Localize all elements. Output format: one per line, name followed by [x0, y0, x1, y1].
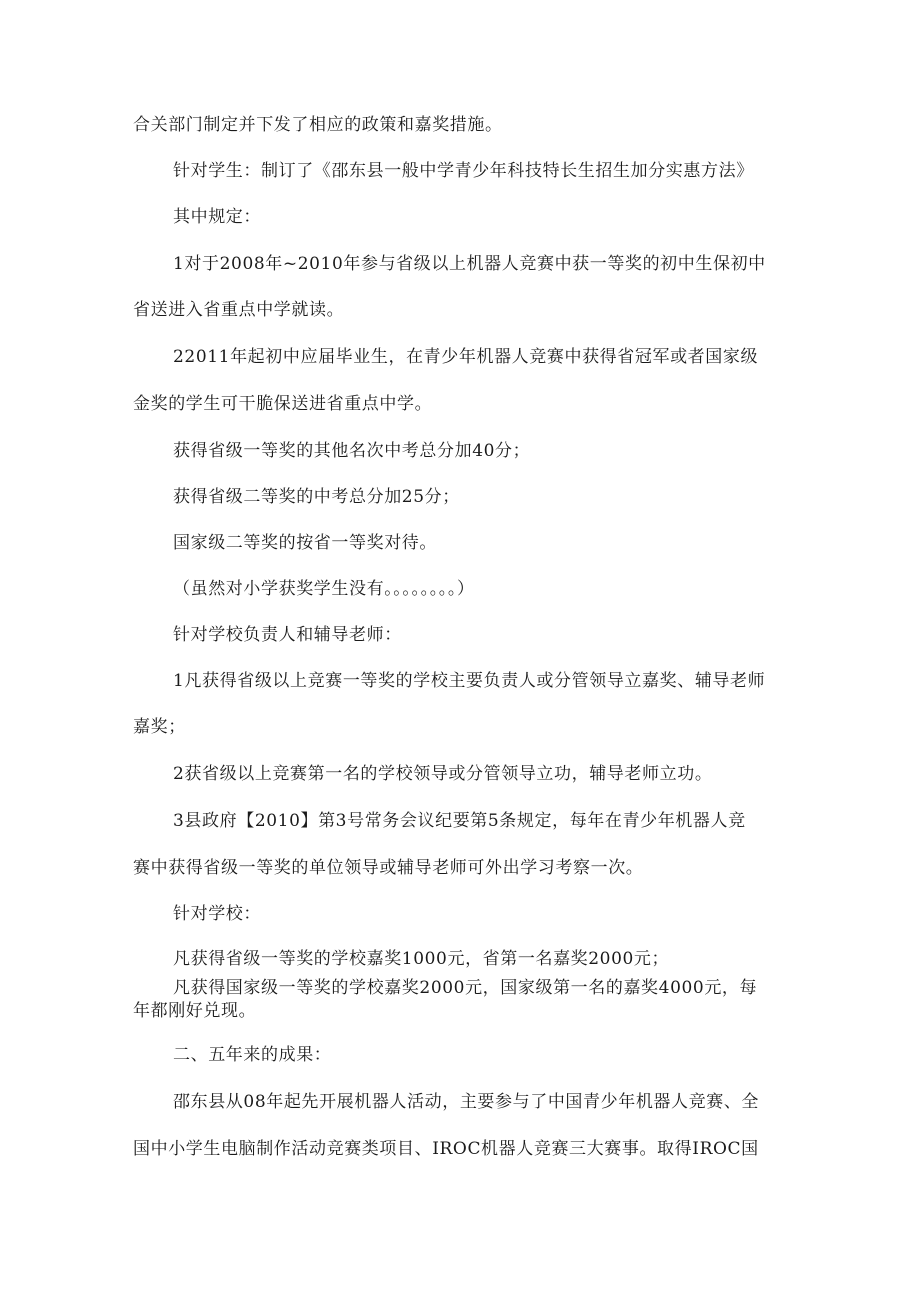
text-line: 针对学校负责人和辅导老师： [173, 625, 402, 645]
text-line: 嘉奖； [133, 717, 186, 737]
text-line: 邵东县从08年起先开展机器人活动，主要参与了中国青少年机器人竞赛、全 [173, 1092, 760, 1112]
text-line: 获得省级一等奖的其他名次中考总分加40分； [173, 441, 531, 461]
text-line: 年都刚好兑现。 [133, 1001, 257, 1021]
text-line: 凡获得国家级一等奖的学校嘉奖2000元，国家级第一名的嘉奖4000元，每 [173, 978, 758, 998]
text-line: 1凡获得省级以上竞赛一等奖的学校主要负责人或分管领导立嘉奖、辅导老师 [173, 671, 766, 691]
text-line: 凡获得省级一等奖的学校嘉奖1000元，省第一名嘉奖2000元； [173, 949, 670, 969]
text-line: 针对学生：制订了《邵东县一般中学青少年科技特长生招生加分实惠方法》 [173, 161, 754, 181]
text-line: 国家级二等奖的按省一等奖对待。 [173, 533, 437, 553]
text-line: 针对学校： [173, 904, 261, 924]
text-line: （虽然对小学获奖学生没有。。。。。。。。） [173, 579, 475, 599]
text-line: 省送进入省重点中学就读。 [133, 300, 345, 320]
text-line: 赛中获得省级一等奖的单位领导或辅导老师可外出学习考察一次。 [133, 858, 644, 878]
text-line: 其中规定： [173, 207, 261, 227]
text-line: 合关部门制定并下发了相应的政策和嘉奖措施。 [133, 115, 503, 135]
text-line: 22011年起初中应届毕业生，在青少年机器人竞赛中获得省冠军或者国家级 [173, 347, 759, 367]
text-line: 1对于2008年~2010年参与省级以上机器人竞赛中获一等奖的初中生保初中 [173, 254, 766, 274]
text-line: 3县政府【2010】第3号常务会议纪要第5条规定，每年在青少年机器人竞 [173, 811, 746, 831]
text-line: 2获省级以上竞赛第一名的学校领导或分管领导立功，辅导老师立功。 [173, 764, 713, 784]
text-line: 金奖的学生可干脆保送进省重点中学。 [133, 394, 433, 414]
text-line: 获得省级二等奖的中考总分加25分； [173, 487, 460, 507]
text-line: 国中小学生电脑制作活动竞赛类项目、IROC机器人竞赛三大赛事。取得IROC国 [133, 1139, 759, 1159]
text-line: 二、五年来的成果： [173, 1045, 332, 1065]
